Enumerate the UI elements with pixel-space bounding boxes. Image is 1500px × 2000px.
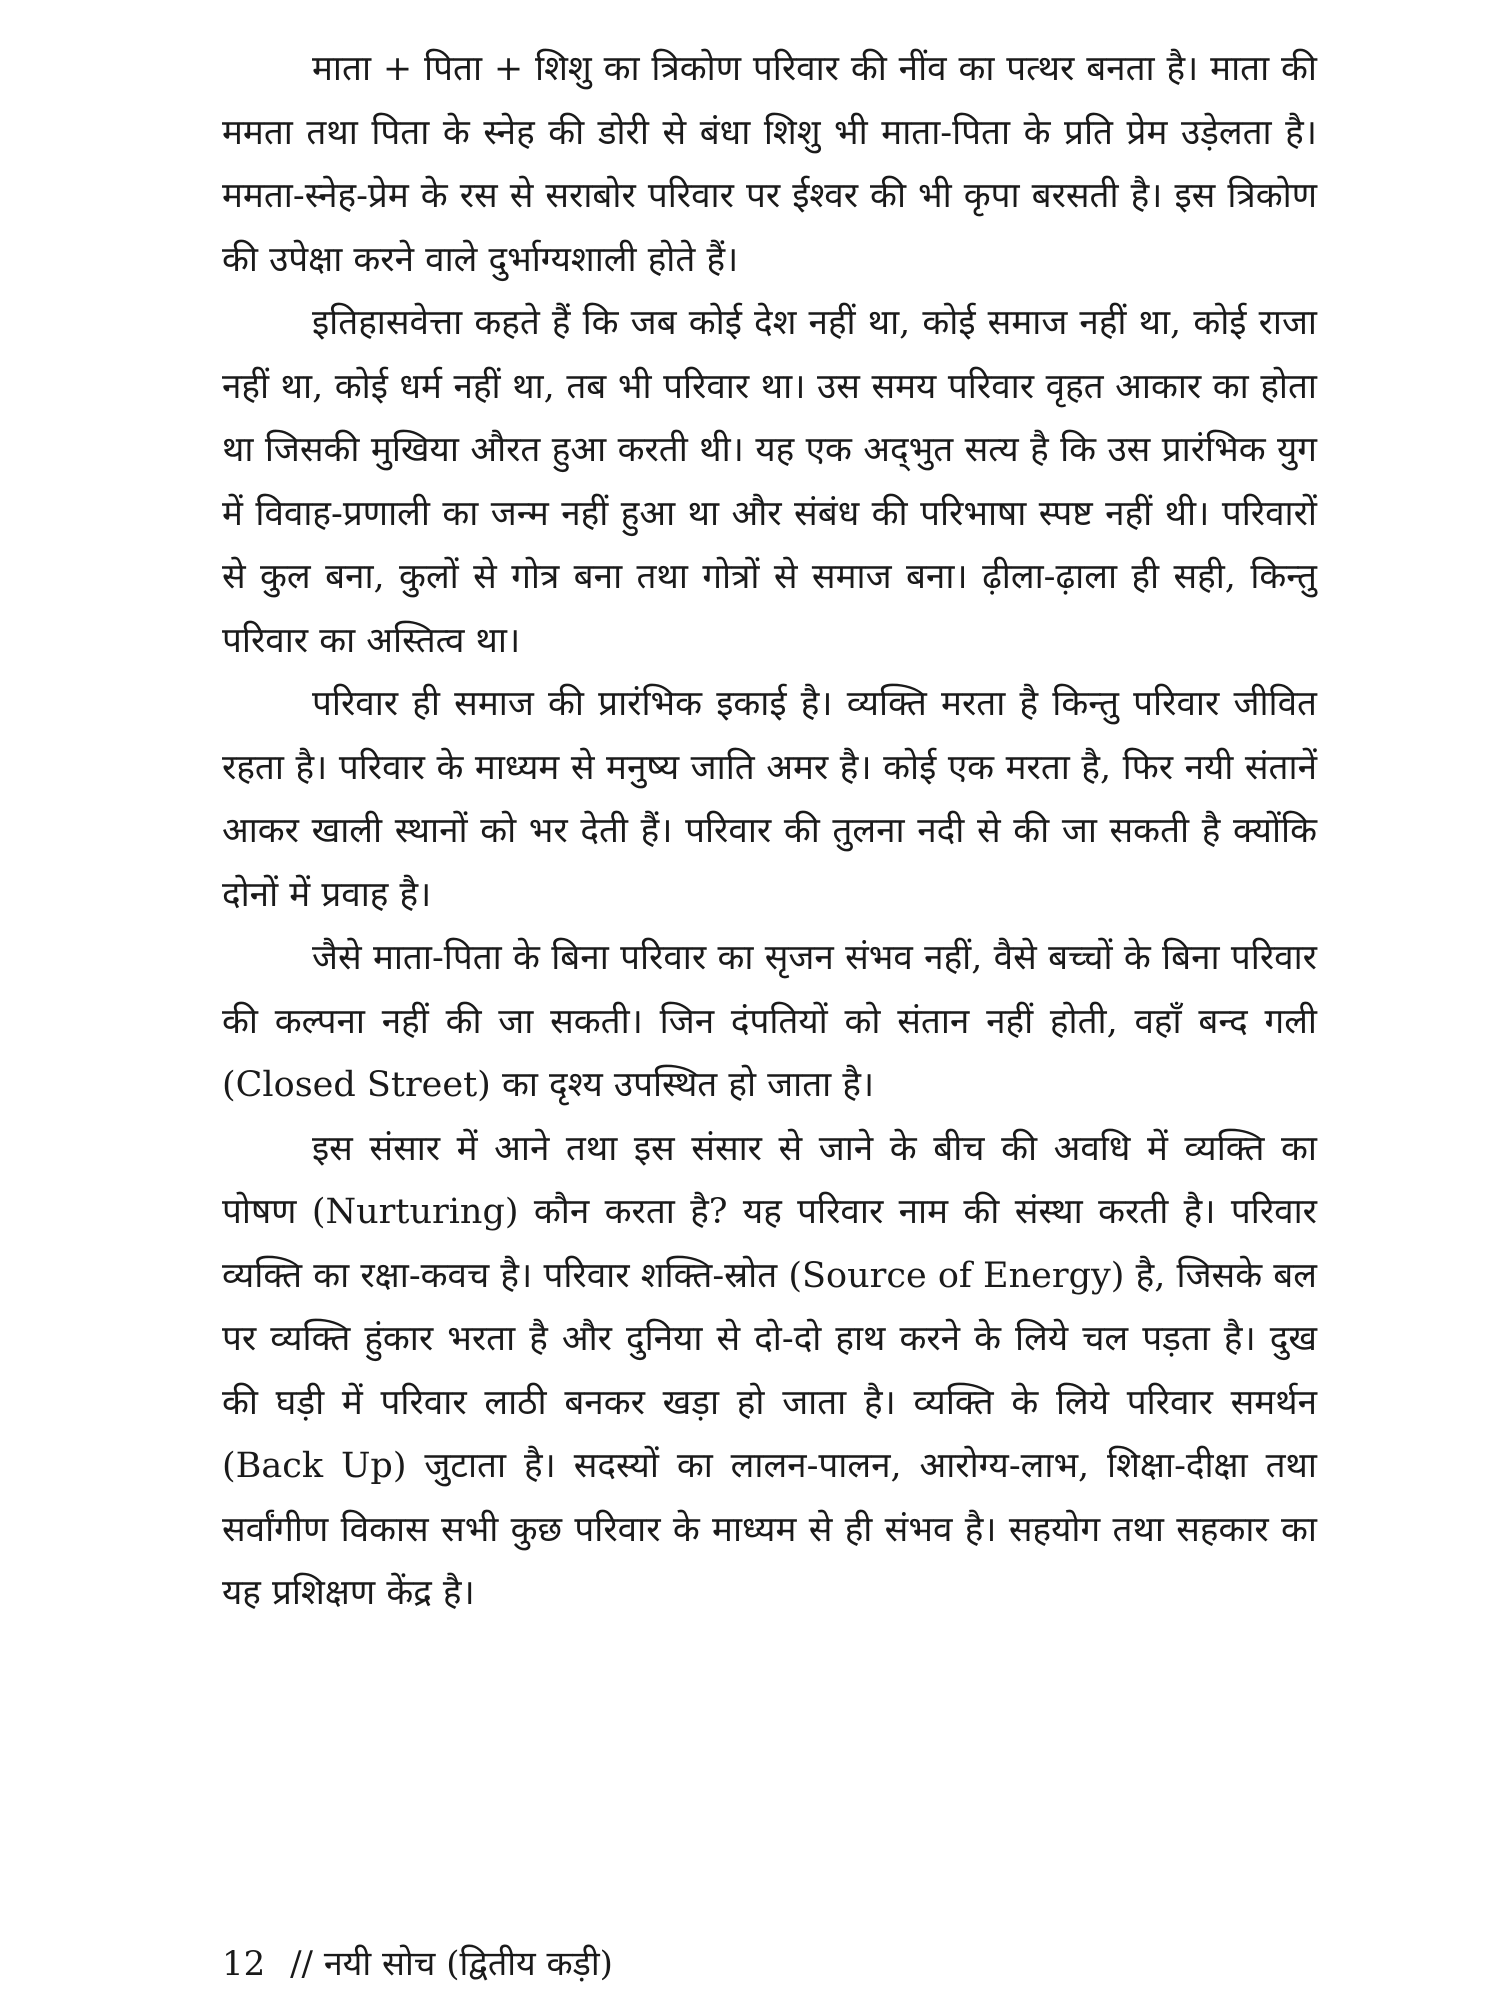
- book-title: नयी सोच (द्वितीय कड़ी): [323, 1944, 613, 1984]
- paragraph-4: जैसे माता-पिता के बिना परिवार का सृजन संभव नहीं, वैसे बच्चों के बिना परिवार की कल्पना नहीं की जा सकती। जिन दंपतियों को संतान नहीं होती, वहाँ बन्द गली (Closed Street) का दृश्य उपस्थित हो जाता है।: [222, 938, 1317, 1105]
- paragraph-5: इस संसार में आने तथा इस संसार से जाने के बीच की अवधि में व्यक्ति का पोषण (Nurturing) कौन करता है? यह परिवार नाम की संस्था करती है। परिवार व्यक्ति का रक्षा-कवच है। परिवार शक्ति-स्रोत (Source of Energy) है, जिसके बल पर व्यक्ति हुंकार भरता है और दुनिया से दो-दो हाथ करने के लिये चल पड़ता है। दुख की घड़ी में परिवार लाठी बनकर खड़ा हो जाता है। व्यक्ति के लिये परिवार समर्थन (Back Up) जुटाता है। सदस्यों का लालन-पालन, आरोग्य-लाभ, शिक्षा-दीक्षा तथा सर्वांगीण विकास सभी कुछ परिवार के माध्यम से ही संभव है। सहयोग तथा सहकार का यह प्रशिक्षण केंद्र है।: [222, 1128, 1317, 1613]
- page-footer: [222, 1942, 613, 1986]
- footer-separator: //: [290, 1944, 313, 1984]
- paragraph-2: इतिहासवेत्ता कहते हैं कि जब कोई देश नहीं था, कोई समाज नहीं था, कोई राजा नहीं था, कोई धर्म नहीं था, तब भी परिवार था। उस समय परिवार वृहत आकार का होता था जिसकी मुखिया औरत हुआ करती थी। यह एक अद्‌भुत सत्य है कि उस प्रारंभिक युग में विवाह-प्रणाली का जन्म नहीं हुआ था और संबंध की परिभाषा स्पष्ट नहीं थी। परिवारों से कुल बना, कुलों से गोत्र बना तथा गोत्रों से समाज बना। ढ़ीला-ढ़ाला ही सही, किन्तु परिवार का अस्तित्व था।: [222, 303, 1317, 661]
- page-number: 12: [222, 1944, 266, 1984]
- paragraph-1: माता + पिता + शिशु का त्रिकोण परिवार की नींव का पत्थर बनता है। माता की ममता तथा पिता के स्नेह की डोरी से बंधा शिशु भी माता-पिता के प्रति प्रेम उड़ेलता है। ममता-स्नेह-प्रेम के रस से सराबोर परिवार पर ईश्वर की भी कृपा बरसती है। इस त्रिकोण की उपेक्षा करने वाले दुर्भाग्यशाली होते हैं।: [222, 49, 1317, 280]
- body-text: [222, 38, 1317, 1626]
- paragraph-3: परिवार ही समाज की प्रारंभिक इकाई है। व्यक्ति मरता है किन्तु परिवार जीवित रहता है। परिवार के माध्यम से मनुष्य जाति अमर है। कोई एक मरता है, फिर नयी संतानें आकर खाली स्थानों को भर देती हैं। परिवार की तुलना नदी से की जा सकती है क्योंकि दोनों में प्रवाह है।: [222, 684, 1317, 915]
